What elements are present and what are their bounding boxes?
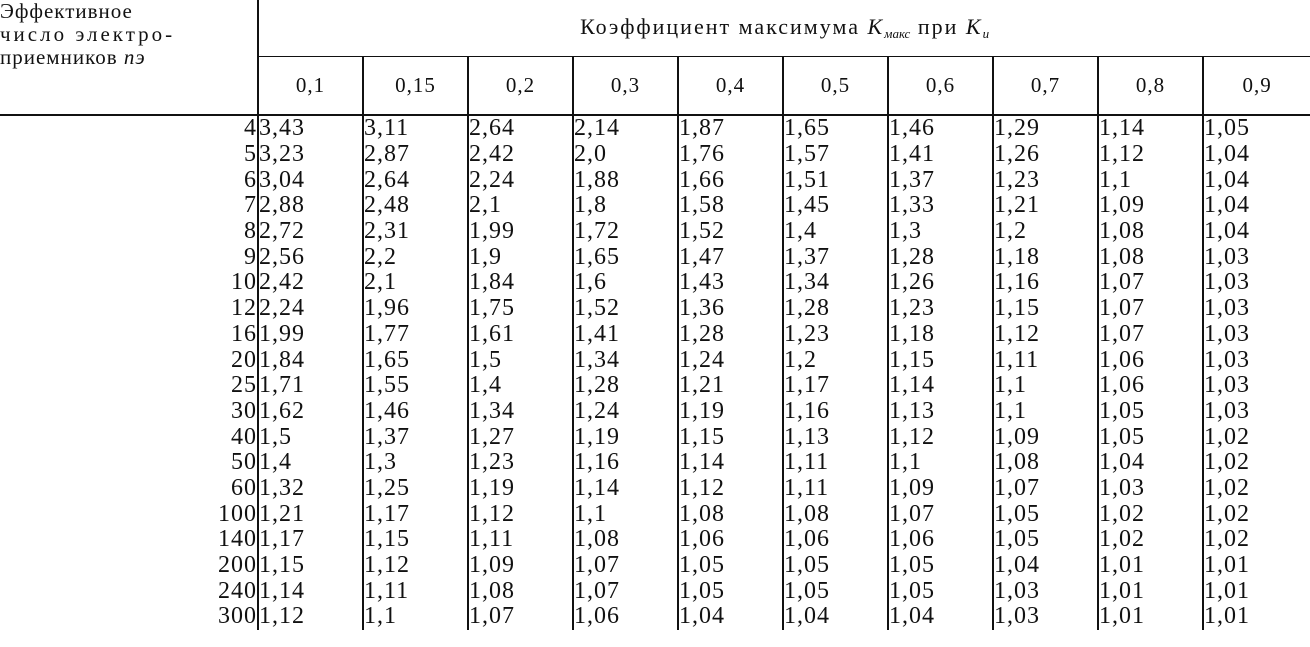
kmax-value-cell: 1,21 (678, 373, 783, 399)
kmax-value-cell: 1,76 (678, 142, 783, 168)
kmax-value-cell: 1,06 (1098, 373, 1203, 399)
table-row (0, 578, 1310, 604)
kmax-value-cell: 1,21 (258, 501, 363, 527)
kmax-value-cell: 1,19 (573, 424, 678, 450)
kmax-value-cell: 1,66 (678, 167, 783, 193)
kmax-value-cell: 1,23 (993, 167, 1098, 193)
kmax-value-cell: 1,16 (783, 399, 888, 425)
kmax-value-cell: 2,42 (258, 270, 363, 296)
kmax-value-cell: 1,23 (783, 322, 888, 348)
kmax-value-cell: 2,87 (363, 142, 468, 168)
kmax-value-cell: 1,17 (783, 373, 888, 399)
kmax-value-cell: 1,52 (678, 219, 783, 245)
stub-header (0, 0, 258, 115)
kmax-value-cell: 1,03 (1204, 320, 1250, 347)
kmax-value-cell: 1,1 (888, 450, 993, 476)
kmax-value-cell: 1,28 (888, 244, 993, 270)
kmax-value-cell: 1,16 (573, 450, 678, 476)
kmax-value-cell: 1,07 (993, 476, 1098, 502)
kmax-value-cell: 1,12 (468, 501, 573, 527)
kmax-value-cell: 2,48 (363, 193, 468, 219)
kmax-value-cell: 1,06 (888, 527, 993, 553)
ki-header: 0,2 (468, 57, 573, 116)
kmax-value-cell: 1,06 (573, 604, 678, 630)
kmax-value-cell: 1,15 (678, 424, 783, 450)
kmax-value-cell: 2,64 (363, 167, 468, 193)
kmax-value-cell: 1,34 (573, 347, 678, 373)
kmax-value-cell: 2,88 (258, 193, 363, 219)
kmax-value-cell: 1,03 (1098, 476, 1203, 502)
kmax-value-cell: 1,04 (993, 553, 1098, 579)
table-row (0, 450, 1310, 476)
kmax-value-cell: 1,15 (363, 527, 468, 553)
kmax-value-cell: 1,2 (993, 219, 1098, 245)
kmax-value-cell: 1,1 (993, 399, 1098, 425)
kmax-value-cell: 1,1 (363, 604, 468, 630)
kmax-value-cell: 1,11 (783, 476, 888, 502)
kmax-value-cell: 1,03 (1204, 397, 1250, 424)
kmax-value-cell: 1,03 (1204, 269, 1250, 296)
kmax-value-cell: 1,62 (258, 399, 363, 425)
kmax-value-cell: 1,04 (1204, 166, 1250, 193)
stub-header-line-3: приемников (0, 45, 118, 69)
kmax-value-cell: 1,28 (783, 296, 888, 322)
kmax-value-cell: 1,57 (783, 142, 888, 168)
kmax-value-cell: 1,04 (1204, 192, 1250, 219)
table-row (0, 553, 1310, 579)
kmax-value-cell: 1,08 (1098, 219, 1203, 245)
kmax-value-cell: 1,29 (993, 115, 1098, 142)
n-e-symbol: nэ (123, 45, 146, 69)
kmax-value-cell: 1,37 (888, 167, 993, 193)
kmax-value-cell: 1,8 (573, 193, 678, 219)
kmax-value-cell: 2,31 (363, 219, 468, 245)
kmax-value-cell: 1,06 (678, 527, 783, 553)
kmax-value-cell: 1,3 (363, 450, 468, 476)
kmax-value-cell: 1,6 (573, 270, 678, 296)
kmax-value-cell: 1,14 (573, 476, 678, 502)
kmax-value-cell: 1,09 (1098, 193, 1203, 219)
kmax-value-cell: 1,12 (993, 322, 1098, 348)
kmax-value-cell: 1,09 (468, 553, 573, 579)
kmax-value-cell: 1,27 (468, 424, 573, 450)
table-row (0, 270, 1310, 296)
kmax-value-cell: 1,19 (468, 476, 573, 502)
kmax-value-cell: 2,14 (573, 115, 678, 142)
stub-header-line-2: число электро- (0, 22, 176, 46)
kmax-value-cell: 1,36 (678, 296, 783, 322)
kmax-value-cell: 1,23 (468, 450, 573, 476)
kmax-value-cell: 1,02 (1204, 526, 1250, 553)
n-e-cell: 240 (0, 578, 258, 604)
ki-header: 0,3 (573, 57, 678, 116)
kmax-value-cell: 1,14 (258, 578, 363, 604)
kmax-value-cell: 1,41 (888, 142, 993, 168)
kmax-value-cell: 1,88 (573, 167, 678, 193)
kmax-value-cell: 1,4 (783, 219, 888, 245)
table-row (0, 244, 1310, 270)
ki-header: 0,5 (783, 57, 888, 116)
kmax-value-cell: 1,01 (1204, 577, 1250, 604)
kmax-value-cell: 1,37 (363, 424, 468, 450)
kmax-value-cell: 2,2 (363, 244, 468, 270)
kmax-value-cell: 1,55 (363, 373, 468, 399)
kmax-value-cell: 1,02 (1204, 449, 1250, 476)
kmax-value-cell: 1,04 (783, 604, 888, 630)
kmax-value-cell: 1,08 (783, 501, 888, 527)
kmax-value-cell: 1,28 (678, 322, 783, 348)
table-row (0, 399, 1310, 425)
kmax-value-cell: 1,43 (678, 270, 783, 296)
kmax-value-cell: 1,5 (258, 424, 363, 450)
kmax-value-cell: 1,17 (258, 527, 363, 553)
kmax-value-cell: 1,18 (993, 244, 1098, 270)
kmax-value-cell: 1,34 (783, 270, 888, 296)
kmax-value-cell: 2,56 (258, 244, 363, 270)
kmax-value-cell: 1,11 (783, 450, 888, 476)
kmax-value-cell: 1,05 (678, 578, 783, 604)
kmax-value-cell: 1,15 (258, 553, 363, 579)
kmax-value-cell: 1,24 (573, 399, 678, 425)
kmax-value-cell: 1,11 (363, 578, 468, 604)
kmax-value-cell: 1,2 (783, 347, 888, 373)
n-e-cell: 200 (0, 553, 258, 579)
spanner-text: Коэффициент максимума (580, 14, 860, 39)
n-e-cell: 5 (0, 142, 258, 168)
kmax-value-cell: 1,58 (678, 193, 783, 219)
kmax-value-cell: 1,05 (783, 578, 888, 604)
kmax-value-cell: 1,14 (888, 373, 993, 399)
kmax-value-cell: 1,12 (678, 476, 783, 502)
kmax-value-cell: 1,05 (783, 553, 888, 579)
kmax-value-cell: 1,01 (1098, 578, 1203, 604)
kmax-value-cell: 1,06 (783, 527, 888, 553)
n-e-cell: 140 (0, 527, 258, 553)
kmax-value-cell: 1,1 (573, 501, 678, 527)
kmax-value-cell: 1,1 (993, 373, 1098, 399)
kmax-value-cell: 1,05 (678, 553, 783, 579)
kmax-value-cell: 1,18 (888, 322, 993, 348)
kmax-value-cell: 1,03 (993, 604, 1098, 630)
kmax-value-cell: 1,01 (1098, 604, 1203, 630)
kmax-value-cell: 1,09 (993, 424, 1098, 450)
kmax-value-cell: 1,71 (258, 373, 363, 399)
table-row (0, 501, 1310, 527)
kmax-value-cell: 1,26 (888, 270, 993, 296)
table-row (0, 604, 1310, 630)
n-e-cell: 6 (0, 167, 258, 193)
kmax-value-cell: 1,46 (888, 115, 993, 142)
kmax-value-cell: 1,04 (678, 604, 783, 630)
kmax-value-cell: 1,07 (468, 604, 573, 630)
kmax-value-cell: 1,04 (888, 604, 993, 630)
ki-header: 0,9 (1203, 57, 1310, 116)
kmax-value-cell: 1,07 (1098, 270, 1203, 296)
kmax-value-cell: 1,07 (573, 553, 678, 579)
kmax-value-cell: 1,05 (993, 501, 1098, 527)
ki-header: 0,4 (678, 57, 783, 116)
n-e-cell: 10 (0, 270, 258, 296)
table-row (0, 347, 1310, 373)
kmax-value-cell: 2,1 (363, 270, 468, 296)
kmax-value-cell: 2,1 (468, 193, 573, 219)
kmax-value-cell: 1,13 (783, 424, 888, 450)
ki-header: 0,8 (1098, 57, 1203, 116)
kmax-value-cell: 1,02 (1204, 474, 1250, 501)
table-body (0, 115, 1310, 630)
n-e-cell: 40 (0, 424, 258, 450)
kmax-value-cell: 1,34 (468, 399, 573, 425)
kmax-value-cell: 1,14 (678, 450, 783, 476)
kmax-value-cell: 1,15 (888, 347, 993, 373)
ki-symbol: $K_и$ (965, 14, 990, 41)
n-e-cell: 12 (0, 296, 258, 322)
kmax-value-cell: 1,46 (363, 399, 468, 425)
kmax-value-cell: 1,01 (1098, 553, 1203, 579)
kmax-value-cell: 1,47 (678, 244, 783, 270)
kmax-value-cell: 1,02 (1204, 423, 1250, 450)
kmax-symbol: $K_{макс}$ (867, 14, 911, 41)
kmax-value-cell: 1,08 (993, 450, 1098, 476)
stub-header-line-1: Эффективное (0, 0, 133, 23)
kmax-value-cell: 1,4 (258, 450, 363, 476)
kmax-value-cell: 2,24 (258, 296, 363, 322)
ki-header: 0,7 (993, 57, 1098, 116)
kmax-value-cell: 1,03 (1204, 346, 1250, 373)
kmax-value-cell: 1,07 (573, 578, 678, 604)
kmax-value-cell: 3,11 (363, 115, 468, 142)
kmax-value-cell: 1,04 (1204, 218, 1250, 245)
n-e-cell: 30 (0, 399, 258, 425)
kmax-value-cell: 1,03 (993, 578, 1098, 604)
kmax-value-cell: 1,07 (1098, 322, 1203, 348)
kmax-value-cell: 1,05 (993, 527, 1098, 553)
kmax-value-cell: 1,01 (1204, 603, 1250, 630)
kmax-value-cell: 1,08 (468, 578, 573, 604)
kmax-value-cell: 1,32 (258, 476, 363, 502)
kmax-value-cell: 1,77 (363, 322, 468, 348)
kmax-value-cell: 1,06 (1098, 347, 1203, 373)
kmax-value-cell: 1,37 (783, 244, 888, 270)
table-row (0, 424, 1310, 450)
kmax-value-cell: 1,03 (1204, 243, 1250, 270)
table-row (0, 476, 1310, 502)
kmax-value-cell: 1,87 (678, 115, 783, 142)
kmax-value-cell: 1,51 (783, 167, 888, 193)
kmax-value-cell: 1,28 (573, 373, 678, 399)
kmax-value-cell: 1,03 (1204, 295, 1250, 322)
kmax-value-cell: 1,04 (1204, 141, 1250, 168)
kmax-value-cell: 1,65 (363, 347, 468, 373)
table-row (0, 115, 1310, 142)
kmax-value-cell: 1,1 (1098, 167, 1203, 193)
table-row (0, 296, 1310, 322)
kmax-value-cell: 1,05 (1098, 399, 1203, 425)
kmax-value-cell: 1,05 (888, 553, 993, 579)
n-e-cell: 300 (0, 604, 258, 630)
n-e-cell: 100 (0, 501, 258, 527)
n-e-cell: 60 (0, 476, 258, 502)
kmax-value-cell: 1,19 (678, 399, 783, 425)
n-e-cell: 20 (0, 347, 258, 373)
kmax-value-cell: 3,23 (258, 142, 363, 168)
kmax-value-cell: 1,99 (468, 219, 573, 245)
table-row (0, 219, 1310, 245)
kmax-value-cell: 1,26 (993, 142, 1098, 168)
kmax-value-cell: 1,07 (1098, 296, 1203, 322)
kmax-spanner-header (258, 0, 1310, 57)
kmax-value-cell: 1,45 (783, 193, 888, 219)
n-e-cell: 50 (0, 450, 258, 476)
kmax-value-cell: 1,4 (468, 373, 573, 399)
kmax-value-cell: 1,07 (888, 501, 993, 527)
kmax-value-cell: 2,64 (468, 115, 573, 142)
kmax-value-cell: 1,72 (573, 219, 678, 245)
table-row (0, 142, 1310, 168)
kmax-value-cell: 1,11 (993, 347, 1098, 373)
kmax-value-cell: 1,9 (468, 244, 573, 270)
kmax-value-cell: 1,84 (258, 347, 363, 373)
kmax-value-cell: 3,43 (258, 115, 363, 142)
ki-header: 0,15 (363, 57, 468, 116)
kmax-value-cell: 1,15 (993, 296, 1098, 322)
kmax-value-cell: 1,12 (363, 553, 468, 579)
kmax-value-cell: 1,02 (1098, 527, 1203, 553)
kmax-value-cell: 1,16 (993, 270, 1098, 296)
kmax-value-cell: 1,21 (993, 193, 1098, 219)
kmax-value-cell: 1,5 (468, 347, 573, 373)
table-row (0, 373, 1310, 399)
ki-header: 0,6 (888, 57, 993, 116)
kmax-value-cell: 2,42 (468, 142, 573, 168)
kmax-value-cell: 1,09 (888, 476, 993, 502)
n-e-cell: 8 (0, 219, 258, 245)
kmax-value-cell: 1,04 (1098, 450, 1203, 476)
kmax-value-cell: 1,08 (1098, 244, 1203, 270)
kmax-value-cell: 1,01 (1204, 552, 1250, 579)
kmax-value-cell: 1,3 (888, 219, 993, 245)
spanner-at: при (917, 14, 959, 39)
n-e-cell: 16 (0, 322, 258, 348)
kmax-value-cell: 1,05 (1098, 424, 1203, 450)
kmax-value-cell: 1,12 (258, 604, 363, 630)
kmax-value-cell: 1,12 (888, 424, 993, 450)
table-row (0, 527, 1310, 553)
kmax-value-cell: 1,12 (1098, 142, 1203, 168)
kmax-value-cell: 1,17 (363, 501, 468, 527)
kmax-value-cell: 2,72 (258, 219, 363, 245)
table-row (0, 167, 1310, 193)
n-e-cell: 7 (0, 193, 258, 219)
kmax-value-cell: 3,04 (258, 167, 363, 193)
kmax-value-cell: 1,08 (678, 501, 783, 527)
kmax-value-cell: 1,23 (888, 296, 993, 322)
n-e-cell: 4 (0, 115, 258, 142)
kmax-value-cell: 1,02 (1204, 500, 1250, 527)
kmax-value-cell: 1,41 (573, 322, 678, 348)
table-row (0, 193, 1310, 219)
kmax-value-cell: 1,08 (573, 527, 678, 553)
n-e-cell: 25 (0, 373, 258, 399)
kmax-value-cell: 2,0 (573, 142, 678, 168)
kmax-value-cell: 1,65 (783, 115, 888, 142)
table-row (0, 322, 1310, 348)
kmax-value-cell: 1,61 (468, 322, 573, 348)
kmax-value-cell: 1,14 (1098, 115, 1203, 142)
kmax-value-cell: 1,05 (888, 578, 993, 604)
kmax-value-cell: 1,65 (573, 244, 678, 270)
kmax-value-cell: 1,52 (573, 296, 678, 322)
kmax-value-cell: 1,03 (1204, 372, 1250, 399)
kmax-value-cell: 2,24 (468, 167, 573, 193)
kmax-value-cell: 1,33 (888, 193, 993, 219)
ki-header: 0,1 (258, 57, 363, 116)
kmax-value-cell: 1,05 (1204, 115, 1250, 142)
kmax-value-cell: 1,75 (468, 296, 573, 322)
kmax-value-cell: 1,02 (1098, 501, 1203, 527)
kmax-value-cell: 1,96 (363, 296, 468, 322)
kmax-value-cell: 1,24 (678, 347, 783, 373)
kmax-value-cell: 1,99 (258, 322, 363, 348)
kmax-value-cell: 1,11 (468, 527, 573, 553)
kmax-value-cell: 1,13 (888, 399, 993, 425)
n-e-cell: 9 (0, 244, 258, 270)
kmax-value-cell: 1,84 (468, 270, 573, 296)
kmax-value-cell: 1,25 (363, 476, 468, 502)
